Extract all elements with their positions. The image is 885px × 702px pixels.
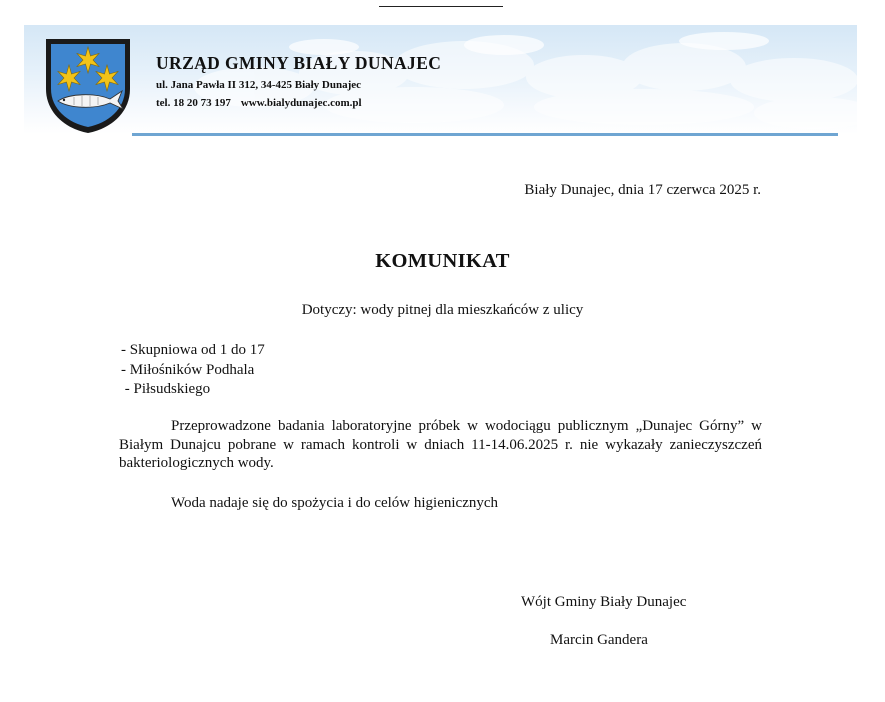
streets-list — [121, 341, 265, 400]
clouds-decoration — [24, 25, 857, 134]
street-item: - Miłośników Podhala — [121, 361, 255, 378]
top-divider-line — [379, 6, 503, 7]
header-divider — [132, 133, 838, 136]
conclusion-text: Woda nadaje się do spożycia i do celów higienicznych — [171, 495, 499, 511]
date-line: Biały Dunajec, dnia 17 czerwca 2025 r. — [524, 182, 761, 198]
body-paragraph: Przeprowadzone badania laboratoryjne próbek w wodociągu publicznym „Dunajec Górny” w Białym Dunajcu pobrane w ramach kontroli w dniach 11-14.06.2025 r. nie wykazały zanieczyszczeń bakteriologicznych wody. — [119, 418, 762, 471]
organization-phone: tel. 18 20 73 197 — [156, 97, 231, 109]
document-subject: Dotyczy: wody pitnej dla mieszkańców z ulicy — [301, 302, 584, 318]
organization-name: URZĄD GMINY BIAŁY DUNAJEC — [156, 53, 442, 73]
street-item: - Piłsudskiego — [121, 381, 211, 397]
signature-name: Marcin Gandera — [550, 632, 648, 648]
street-item: - Skupniowa od 1 do 17 — [121, 342, 265, 358]
letterhead-background — [24, 25, 857, 134]
organization-contact — [156, 97, 362, 109]
organization-address: ul. Jana Pawła II 312, 34-425 Biały Dunajec — [156, 79, 362, 91]
organization-website: www.bialydunajec.com.pl — [240, 97, 362, 109]
signature-title: Wójt Gminy Biały Dunajec — [521, 594, 687, 610]
document-title: KOMUNIKAT — [375, 250, 510, 272]
coat-of-arms-icon — [44, 37, 132, 135]
